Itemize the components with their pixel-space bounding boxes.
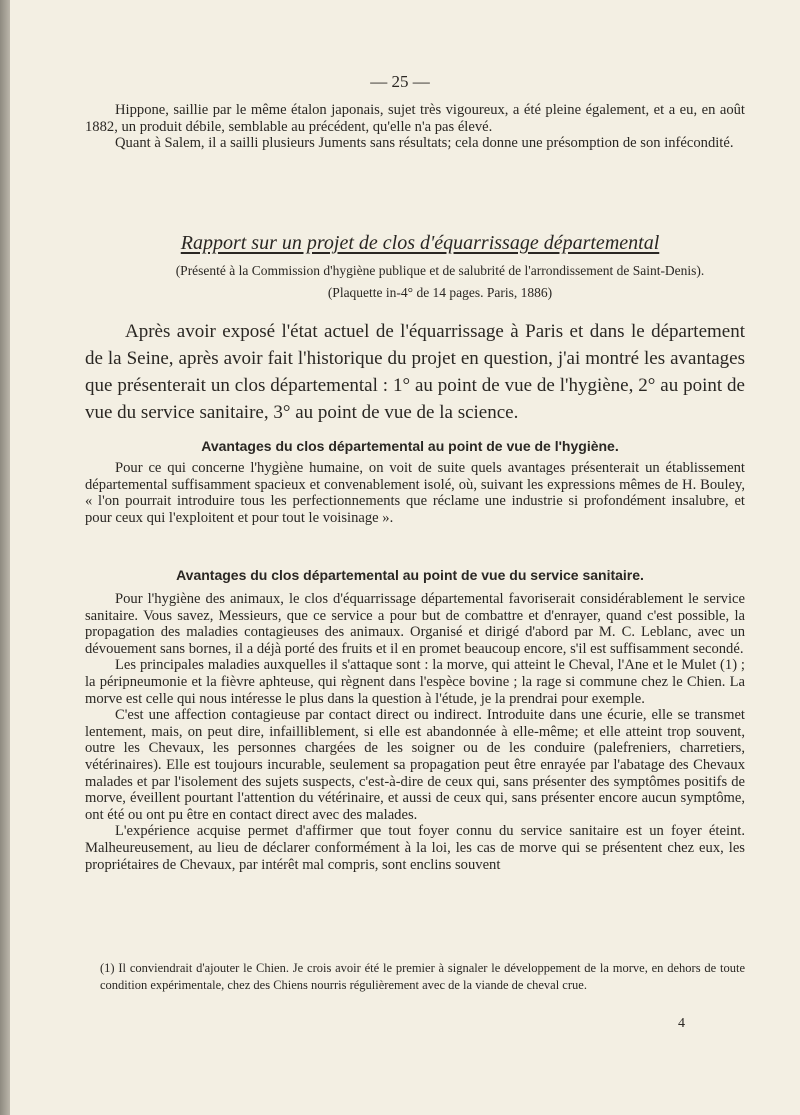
page-edge <box>0 0 10 1115</box>
sanitary-paragraph-2: Les principales maladies auxquelles il s'attaque sont : la morve, qui atteint le Cheval, l'Ane et le Mulet (1) ; la péripneumonie et la fièvre aphteuse, qui règnent dans l'espèce bovine ; la rage si commune chez le Chien. La morve est celle qui nous intéresse le plus dans la question à l'étude, je la prendrai pour exemple. <box>85 657 745 707</box>
report-subtitle-1: (Présenté à la Commission d'hygiène publique et de salubrité de l'arrondissement de Saint-Denis). <box>175 263 705 278</box>
intro-paragraph-1: Hippone, saillie par le même étalon japonais, sujet très vigoureux, a été pleine également, et a eu, en août 1882, un produit débile, semblable au précédent, qu'elle n'a pas élevé. <box>85 102 745 135</box>
sanitary-paragraph-3: C'est une affection contagieuse par contact direct ou indirect. Introduite dans une écurie, elle se transmet lentement, mais, on peut dire, infailliblement, si elle est abandonnée à elle-même; et elle atteint trop souvent, outre les Chevaux, les personnes chargées de les soigner ou de les conduire (palefreniers, charretiers, vétérinaires). Elle est toujours incurable, seulement sa propagation peut être enrayée par l'abatage des Chevaux malades et par l'isolement des sujets suspects, c'est-à-dire de ceux qui, sans présenter des symptômes positifs de morve, éveillent pourtant l'attention du vétérinaire, et aussi de ceux qui, sans présenter encore aucun symptôme, ont été ou ont pu être en contact direct avec des malades. <box>85 707 745 823</box>
section-heading-hygiene: Avantages du clos départemental au point de vue de l'hygiène. <box>201 438 619 454</box>
hygiene-paragraph-1: Pour ce qui concerne l'hygiène humaine, on voit de suite quels avantages présenterait un établissement départemental suffisamment spacieux et convenablement isolé, où, suivant les expressions mêmes de H. Bouley, « l'on pourrait introduire tous les perfectionnements que réclame une industrie si profondément insalubre, et pour ceux qui l'exploitent et pour tout le voisinage ». <box>85 460 745 526</box>
footnote: (1) Il conviendrait d'ajouter le Chien. Je crois avoir été le premier à signaler le développement de la morve, en dehors de toute condition expérimentale, chez des Chiens nourris régulièrement avec de la viande de cheval crue. <box>100 961 745 992</box>
sanitary-paragraph-1: Pour l'hygiène des animaux, le clos d'équarrissage départemental favoriserait considérablement le service sanitaire. Vous savez, Messieurs, que ce service a pour but de combattre et d'enrayer, quand c'est possible, la propagation des maladies contagieuses des animaux. Organisé et dirigé d'abord par M. C. Leblanc, avec un dévouement sans bornes, il a déjà porté des fruits et il en promet beaucoup encore, s'il est suffisamment secondé. <box>85 591 745 657</box>
signature-mark: 4 <box>678 1016 685 1031</box>
lead-paragraph: Après avoir exposé l'état actuel de l'équarrissage à Paris et dans le département de la Seine, après avoir fait l'historique du projet en question, j'ai montré les avantages que présenterait un clos départemental : 1° au point de vue de l'hygiène, 2° au point de vue du service sanitaire, 3° au point de vue de la science. <box>85 321 745 423</box>
intro-paragraph-2: Quant à Salem, il a sailli plusieurs Juments sans résultats; cela donne une présomption de son infécondité. <box>115 135 734 152</box>
report-subtitle-2: (Plaquette in-4° de 14 pages. Paris, 1886) <box>327 285 553 300</box>
report-title: Rapport sur un projet de clos d'équarrissage départemental <box>180 232 660 254</box>
sanitary-paragraph-4: L'expérience acquise permet d'affirmer que tout foyer connu du service sanitaire est un foyer éteint. Malheureusement, au lieu de déclarer conformément à la loi, les cas de morve qui se présentent chez eux, les propriétaires de Chevaux, par intérêt mal compris, sont enclins souvent <box>85 823 745 873</box>
section-heading-sanitary: Avantages du clos départemental au point de vue du service sanitaire. <box>176 567 644 583</box>
document-page <box>10 0 800 1115</box>
page-number: — 25 — <box>370 72 430 91</box>
intro-text <box>85 102 745 152</box>
section-hygiene-body <box>85 460 745 526</box>
section-sanitary-body <box>85 591 745 873</box>
